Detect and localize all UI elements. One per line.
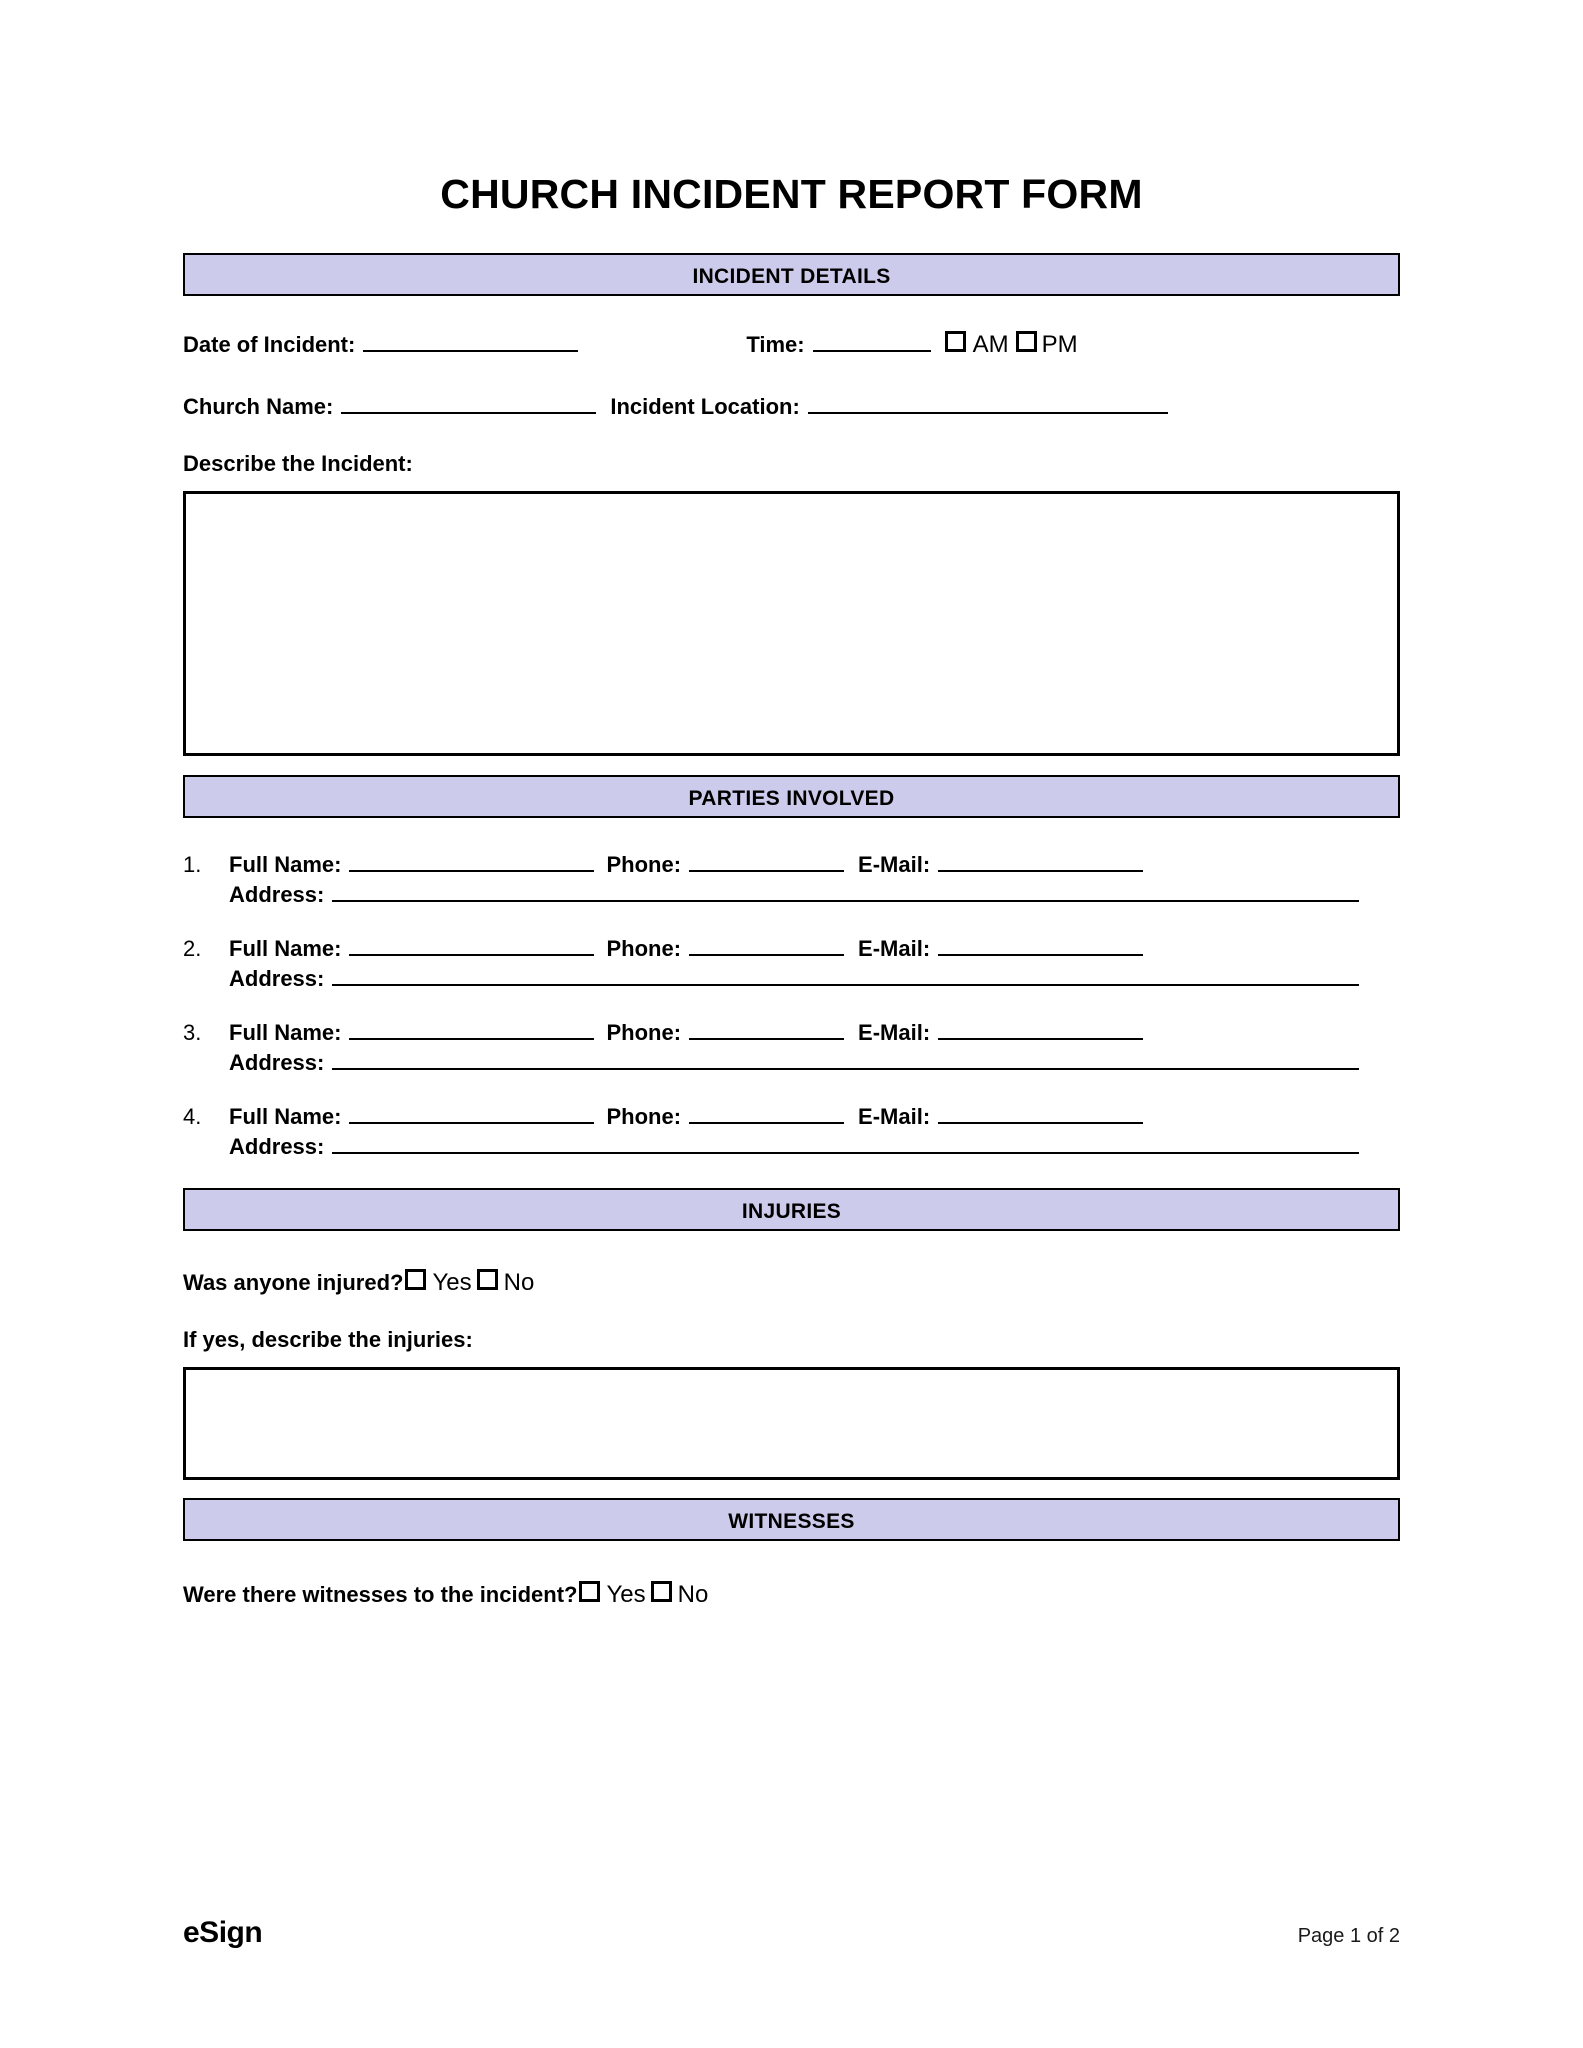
address-input[interactable] (332, 1133, 1359, 1154)
email-label: E-Mail: (858, 1104, 931, 1130)
email-input[interactable] (938, 851, 1143, 872)
address-label: Address: (229, 1050, 325, 1076)
form-content (183, 0, 1400, 1611)
address-label: Address: (229, 1134, 325, 1160)
page-title: CHURCH INCIDENT REPORT FORM (440, 171, 1143, 217)
section-header-incident-details: INCIDENT DETAILS (183, 253, 1400, 296)
witness-yes-label: Yes (606, 1581, 646, 1609)
section-header-parties-involved: PARTIES INVOLVED (183, 775, 1400, 818)
injury-no-label: No (503, 1269, 535, 1297)
address-input[interactable] (332, 881, 1359, 902)
full-name-input[interactable] (349, 1019, 594, 1040)
party-number: 2. (183, 936, 202, 962)
time-label: Time: (746, 332, 805, 358)
full-name-input[interactable] (349, 1103, 594, 1124)
email-input[interactable] (938, 1103, 1143, 1124)
email-label: E-Mail: (858, 1020, 931, 1046)
address-input[interactable] (332, 965, 1359, 986)
party-row (183, 935, 1400, 992)
phone-input[interactable] (689, 1103, 844, 1124)
address-input[interactable] (332, 1049, 1359, 1070)
witness-question-label: Were there witnesses to the incident? (183, 1582, 578, 1608)
full-name-input[interactable] (349, 851, 594, 872)
email-input[interactable] (938, 935, 1143, 956)
phone-label: Phone: (606, 1104, 682, 1130)
party-number: 4. (183, 1104, 202, 1130)
injury-yes-label: Yes (432, 1269, 472, 1297)
date-of-incident-input[interactable] (363, 331, 578, 352)
injury-describe-label: If yes, describe the injuries: (183, 1327, 473, 1353)
church-name-input[interactable] (341, 393, 596, 414)
witness-no-label: No (677, 1581, 709, 1609)
am-checkbox[interactable] (945, 331, 966, 352)
am-label: AM (972, 331, 1009, 359)
date-time-row (183, 331, 1400, 361)
injury-yes-checkbox[interactable] (405, 1269, 426, 1290)
party-row (183, 851, 1400, 908)
injury-no-checkbox[interactable] (477, 1269, 498, 1290)
injury-describe-row (183, 1327, 1400, 1357)
time-input[interactable] (813, 331, 931, 352)
phone-input[interactable] (689, 1019, 844, 1040)
phone-label: Phone: (606, 936, 682, 962)
party-row (183, 1019, 1400, 1076)
witness-question-row (183, 1581, 1400, 1611)
describe-incident-textarea[interactable] (183, 491, 1400, 756)
witness-no-checkbox[interactable] (651, 1581, 672, 1602)
address-label: Address: (229, 966, 325, 992)
phone-input[interactable] (689, 851, 844, 872)
injury-question-row (183, 1269, 1400, 1299)
full-name-label: Full Name: (229, 852, 342, 878)
describe-incident-row (183, 451, 1400, 481)
phone-input[interactable] (689, 935, 844, 956)
full-name-label: Full Name: (229, 1020, 342, 1046)
phone-label: Phone: (606, 852, 682, 878)
full-name-input[interactable] (349, 935, 594, 956)
injury-question-label: Was anyone injured? (183, 1270, 404, 1296)
church-location-row (183, 393, 1400, 423)
esign-logo: eSign (183, 1916, 263, 1949)
page-footer (183, 1916, 1400, 1950)
party-number: 3. (183, 1020, 202, 1046)
pm-label: PM (1041, 331, 1078, 359)
full-name-label: Full Name: (229, 936, 342, 962)
incident-location-input[interactable] (808, 393, 1168, 414)
party-number: 1. (183, 852, 202, 878)
section-header-witnesses: WITNESSES (183, 1498, 1400, 1541)
pm-checkbox[interactable] (1016, 331, 1037, 352)
incident-location-label: Incident Location: (610, 394, 800, 420)
email-label: E-Mail: (858, 936, 931, 962)
page-number: Page 1 of 2 (1297, 1925, 1400, 1947)
party-row (183, 1103, 1400, 1160)
address-label: Address: (229, 882, 325, 908)
email-label: E-Mail: (858, 852, 931, 878)
witness-yes-checkbox[interactable] (579, 1581, 600, 1602)
phone-label: Phone: (606, 1020, 682, 1046)
describe-incident-label: Describe the Incident: (183, 451, 413, 477)
church-name-label: Church Name: (183, 394, 334, 420)
section-header-injuries: INJURIES (183, 1188, 1400, 1231)
date-of-incident-label: Date of Incident: (183, 332, 356, 358)
email-input[interactable] (938, 1019, 1143, 1040)
full-name-label: Full Name: (229, 1104, 342, 1130)
injury-describe-textarea[interactable] (183, 1367, 1400, 1480)
